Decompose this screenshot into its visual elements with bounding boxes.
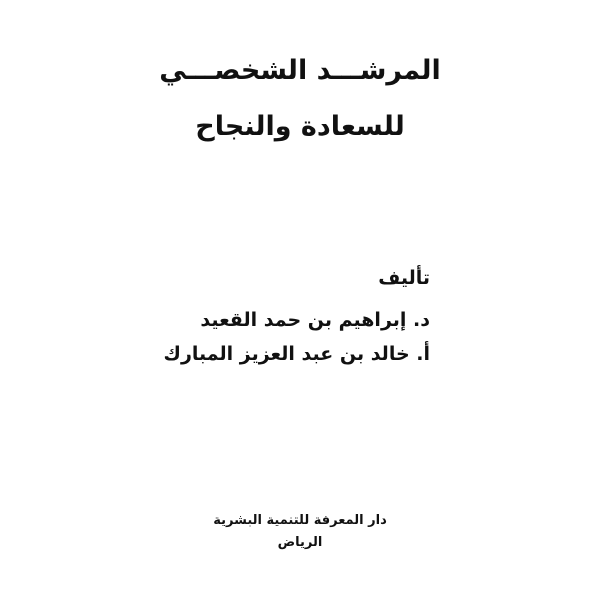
- authors-block: [164, 265, 430, 375]
- book-title-line-1: المرشـــد الشخصـــي: [159, 55, 441, 86]
- author-2: أ. خالد بن عبد العزيز المبارك: [163, 343, 430, 365]
- publisher-block: [0, 510, 600, 554]
- by-label: تأليف: [378, 267, 430, 289]
- author-1: د. إبراهيم بن حمد القعيد: [200, 309, 430, 331]
- publisher-city: الرياض: [277, 535, 323, 550]
- book-title-line-2: للسعادة والنجاح: [195, 111, 405, 142]
- publisher-name: دار المعرفة للتنمية البشرية: [213, 513, 387, 528]
